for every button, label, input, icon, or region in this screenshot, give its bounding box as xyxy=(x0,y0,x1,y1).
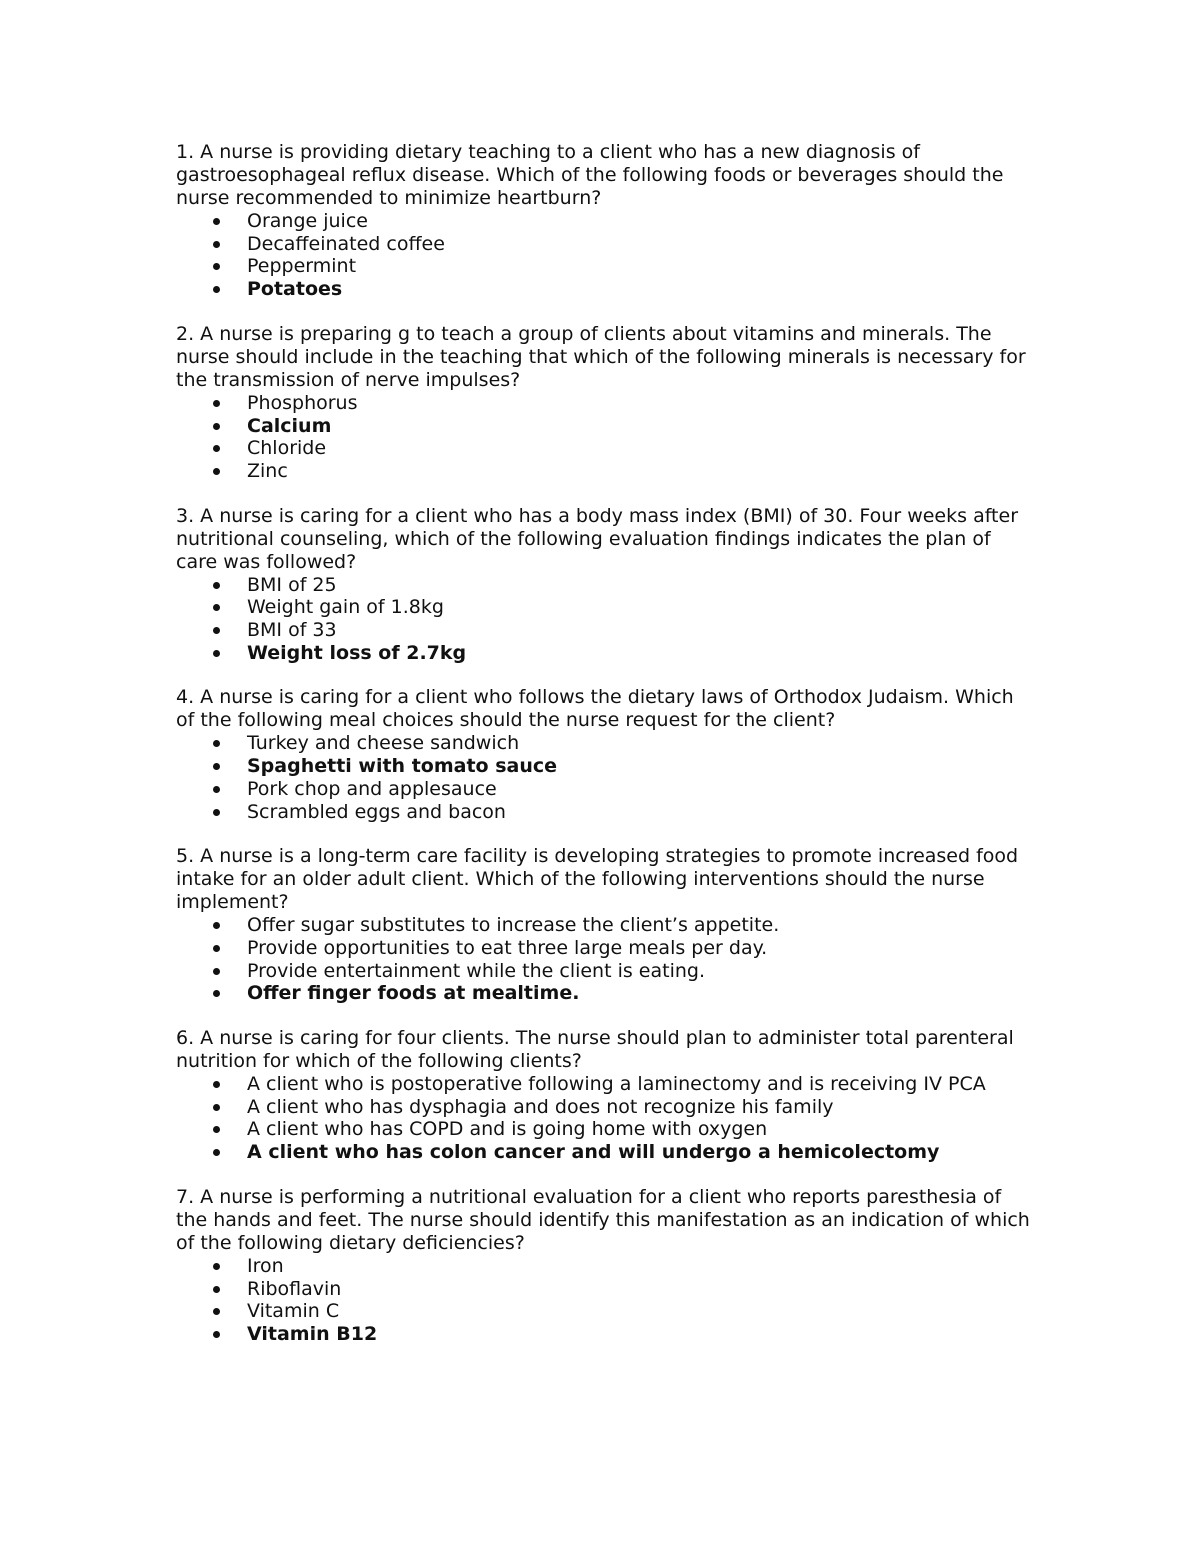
option xyxy=(176,1255,1036,1278)
bullet-icon xyxy=(213,445,220,452)
bullet-icon xyxy=(213,786,220,793)
bullet-icon xyxy=(213,1104,220,1111)
option xyxy=(176,801,1036,824)
bullet-icon xyxy=(213,1263,220,1270)
option-correct xyxy=(176,1323,1036,1346)
option-label: Iron xyxy=(247,1254,284,1277)
option xyxy=(176,210,1036,233)
question-5 xyxy=(176,845,1036,1005)
option-label: BMI of 25 xyxy=(247,573,337,596)
bullet-icon xyxy=(213,1331,220,1338)
option-list xyxy=(176,914,1036,1005)
option-correct xyxy=(176,642,1036,665)
option-list xyxy=(176,210,1036,301)
question-text: 7. A nurse is performing a nutritional evaluation for a client who reports paresthesia of the hands and feet. The nurse should identify this manifestation as an indication of which of the following dietary deficiencies? xyxy=(176,1185,1030,1254)
bullet-icon xyxy=(213,582,220,589)
question-text: 5. A nurse is a long-term care facility is developing strategies to promote increased food intake for an older adult client. Which of the following interventions should the nurse implement? xyxy=(176,845,1019,914)
bullet-icon xyxy=(213,218,220,225)
bullet-icon xyxy=(213,263,220,270)
option-label: Offer finger foods at mealtime. xyxy=(247,982,580,1005)
bullet-icon xyxy=(213,400,220,407)
option-label: Provide opportunities to eat three large meals per day. xyxy=(247,936,768,959)
option-label: Peppermint xyxy=(247,255,357,278)
option xyxy=(176,937,1036,960)
option-label: Riboflavin xyxy=(247,1277,342,1300)
option-correct xyxy=(176,1141,1036,1164)
option xyxy=(176,392,1036,415)
bullet-icon xyxy=(213,1308,220,1315)
question-1 xyxy=(176,141,1036,301)
question-2 xyxy=(176,323,1036,483)
bullet-icon xyxy=(213,650,220,657)
question-3 xyxy=(176,505,1036,665)
option-label: Provide entertainment while the client is eating. xyxy=(247,959,706,982)
option-label: A client who is postoperative following a laminectomy and is receiving IV PCA xyxy=(247,1073,986,1096)
question-4 xyxy=(176,686,1036,823)
option-label: Offer sugar substitutes to increase the client’s appetite. xyxy=(247,914,780,937)
option-list xyxy=(176,574,1036,665)
option-label: A client who has COPD and is going home with oxygen xyxy=(247,1118,768,1141)
option-list xyxy=(176,1255,1036,1346)
option xyxy=(176,619,1036,642)
bullet-icon xyxy=(213,423,220,430)
option-correct xyxy=(176,755,1036,778)
question-text: 2. A nurse is preparing g to teach a group of clients about vitamins and minerals. The nurse should include in the teaching that which of the following minerals is necessary for the transmission of nerve impulses? xyxy=(176,322,1026,391)
bullet-icon xyxy=(213,1081,220,1088)
bullet-icon xyxy=(213,922,220,929)
option-label: Phosphorus xyxy=(247,391,358,414)
option-label: Vitamin C xyxy=(247,1300,340,1323)
bullet-icon xyxy=(213,1149,220,1156)
question-text: 1. A nurse is providing dietary teaching to a client who has a new diagnosis of gastroesophageal reflux disease. Which of the following foods or beverages should the nurse recommended to minimize heartburn? xyxy=(176,141,1004,209)
question-text: 3. A nurse is caring for a client who has a body mass index (BMI) of 30. Four weeks after nutritional counseling, which of the following evaluation findings indicates the plan of care was followed? xyxy=(176,504,1019,573)
option-correct xyxy=(176,278,1036,301)
option xyxy=(176,255,1036,278)
option-list xyxy=(176,392,1036,483)
option-list xyxy=(176,732,1036,823)
question-7 xyxy=(176,1186,1036,1346)
option-label: Calcium xyxy=(247,414,332,437)
option xyxy=(176,1096,1036,1119)
bullet-icon xyxy=(213,809,220,816)
option xyxy=(176,233,1036,256)
option xyxy=(176,437,1036,460)
bullet-icon xyxy=(213,1126,220,1133)
bullet-icon xyxy=(213,286,220,293)
option-label: Weight loss of 2.7kg xyxy=(247,641,467,664)
option xyxy=(176,1073,1036,1096)
bullet-icon xyxy=(213,604,220,611)
option-list xyxy=(176,1073,1036,1164)
option xyxy=(176,732,1036,755)
option-label: A client who has colon cancer and will undergo a hemicolectomy xyxy=(247,1141,940,1164)
option-label: Weight gain of 1.8kg xyxy=(247,596,444,619)
bullet-icon xyxy=(213,990,220,997)
option-label: Scrambled eggs and bacon xyxy=(247,800,506,823)
option xyxy=(176,1278,1036,1301)
document-page xyxy=(176,141,1036,1368)
option-label: Zinc xyxy=(247,459,288,482)
option xyxy=(176,596,1036,619)
question-text: 4. A nurse is caring for a client who follows the dietary laws of Orthodox Judaism. Which of the following meal choices should the nurse request for the client? xyxy=(176,686,1014,732)
option-label: Vitamin B12 xyxy=(247,1322,378,1345)
option-label: A client who has dysphagia and does not recognize his family xyxy=(247,1095,834,1118)
question-6 xyxy=(176,1027,1036,1164)
option xyxy=(176,914,1036,937)
option-label: Turkey and cheese sandwich xyxy=(247,732,520,755)
bullet-icon xyxy=(213,1286,220,1293)
option-correct xyxy=(176,415,1036,438)
bullet-icon xyxy=(213,241,220,248)
option xyxy=(176,960,1036,983)
option xyxy=(176,460,1036,483)
option-label: Potatoes xyxy=(247,278,343,301)
question-text: 6. A nurse is caring for four clients. The nurse should plan to administer total parenteral nutrition for which of the following clients? xyxy=(176,1027,1014,1073)
option xyxy=(176,1118,1036,1141)
bullet-icon xyxy=(213,945,220,952)
option xyxy=(176,778,1036,801)
bullet-icon xyxy=(213,627,220,634)
bullet-icon xyxy=(213,468,220,475)
option-correct xyxy=(176,982,1036,1005)
option-label: Chloride xyxy=(247,437,327,460)
option xyxy=(176,574,1036,597)
option-label: Pork chop and applesauce xyxy=(247,777,497,800)
option-label: Orange juice xyxy=(247,210,368,232)
option-label: Spaghetti with tomato sauce xyxy=(247,755,558,778)
bullet-icon xyxy=(213,740,220,747)
bullet-icon xyxy=(213,968,220,975)
option-label: BMI of 33 xyxy=(247,619,337,642)
bullet-icon xyxy=(213,763,220,770)
option xyxy=(176,1300,1036,1323)
option-label: Decaffeinated coffee xyxy=(247,232,445,255)
